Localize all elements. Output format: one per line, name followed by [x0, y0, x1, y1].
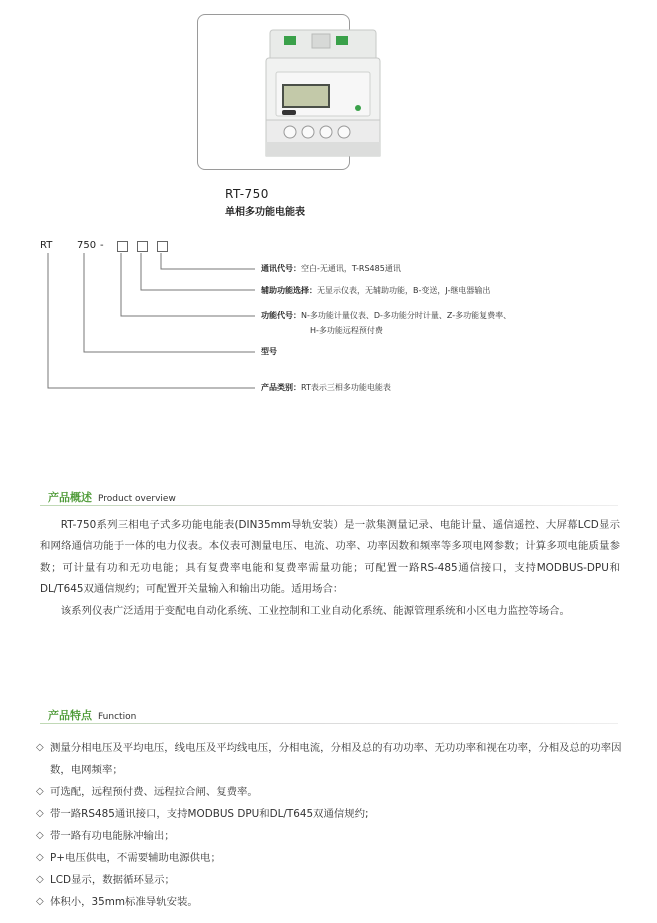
product-code: RT-750 — [225, 187, 269, 201]
features-title-cn: 产品特点 — [48, 709, 92, 722]
list-item: ◇ 体积小，35mm标准导轨安装。 — [36, 891, 626, 913]
list-item: ◇ 可选配，远程预付费、远程拉合闸、复费率。 — [36, 781, 626, 803]
model-number: 750 — [77, 240, 97, 251]
overview-text — [40, 515, 620, 622]
diamond-bullet-icon: ◇ — [36, 852, 44, 863]
legend-model: 型号 — [261, 347, 277, 356]
diamond-bullet-icon: ◇ — [36, 896, 44, 907]
overview-title-en: Product overview — [98, 494, 176, 504]
legend-aux-function: 辅助功能选择：无显示仪表，无辅助功能，B-变送，J-继电器输出 — [261, 286, 491, 295]
overview-paragraph-1: RT-750系列三相电子式多功能电能表(DIN35mm导轨安装）是一款集测量记录、电能计量、遥信遥控、大屏幕LCD显示和网络通信功能于一体的电力仪表。本仪表可测量电压、电流、功率、功率因数和频率等多项电网参数；计算多项电能质量参数；可计量有功和无功电能；具有复费率电能和复费率需量功能；可配置一路RS-485通信接口，支持MODBUS-DPU和DL/T645双通信规约；可配置开关量输入和输出功能。适用场合： — [40, 519, 620, 596]
model-prefix: RT — [40, 240, 53, 251]
list-item: ◇ 测量分相电压及平均电压，线电压及平均线电压，分相电流，分相及总的有功功率、无功功率和视在功率，分相及总的功率因数，电网频率； — [36, 737, 626, 781]
features-list — [36, 737, 626, 913]
legend-comm-code: 通讯代号：空白-无通讯，T-RS485通讯 — [261, 264, 401, 273]
diamond-bullet-icon: ◇ — [36, 830, 44, 841]
legend-function-code: 功能代号：N-多功能计量仪表、D-多功能分时计量、Z-多功能复费率、 — [261, 311, 512, 320]
product-name: 单相多功能电能表 — [225, 207, 305, 218]
list-item: ◇ P+电压供电，不需要辅助电源供电； — [36, 847, 626, 869]
diamond-bullet-icon: ◇ — [36, 786, 44, 797]
overview-heading — [48, 486, 176, 502]
diamond-bullet-icon: ◇ — [36, 808, 44, 819]
function-code-box — [117, 241, 128, 252]
aux-function-box — [137, 241, 148, 252]
overview-divider — [40, 505, 618, 506]
features-divider — [40, 723, 618, 724]
model-dash: - — [100, 240, 104, 251]
features-title-en: Function — [98, 712, 137, 722]
diamond-bullet-icon: ◇ — [36, 742, 44, 753]
list-item: ◇ 带一路有功电能脉冲输出； — [36, 825, 626, 847]
features-heading — [48, 704, 136, 720]
comm-code-box — [157, 241, 168, 252]
legend-category: 产品类别：RT表示三相多功能电能表 — [261, 383, 391, 392]
diamond-bullet-icon: ◇ — [36, 874, 44, 885]
energy-meter-image — [262, 28, 384, 158]
overview-paragraph-2: 该系列仪表广泛适用于变配电自动化系统、工业控制和工业自动化系统、能源管理系统和小区电力监控等场合。 — [60, 604, 570, 617]
overview-title-cn: 产品概述 — [48, 491, 92, 504]
list-item: ◇ LCD显示，数据循环显示； — [36, 869, 626, 891]
legend-function-code-line2: H-多功能远程预付费 — [310, 326, 383, 335]
list-item: ◇ 带一路RS485通讯接口，支持MODBUS DPU和DL/T645双通信规约; — [36, 803, 626, 825]
